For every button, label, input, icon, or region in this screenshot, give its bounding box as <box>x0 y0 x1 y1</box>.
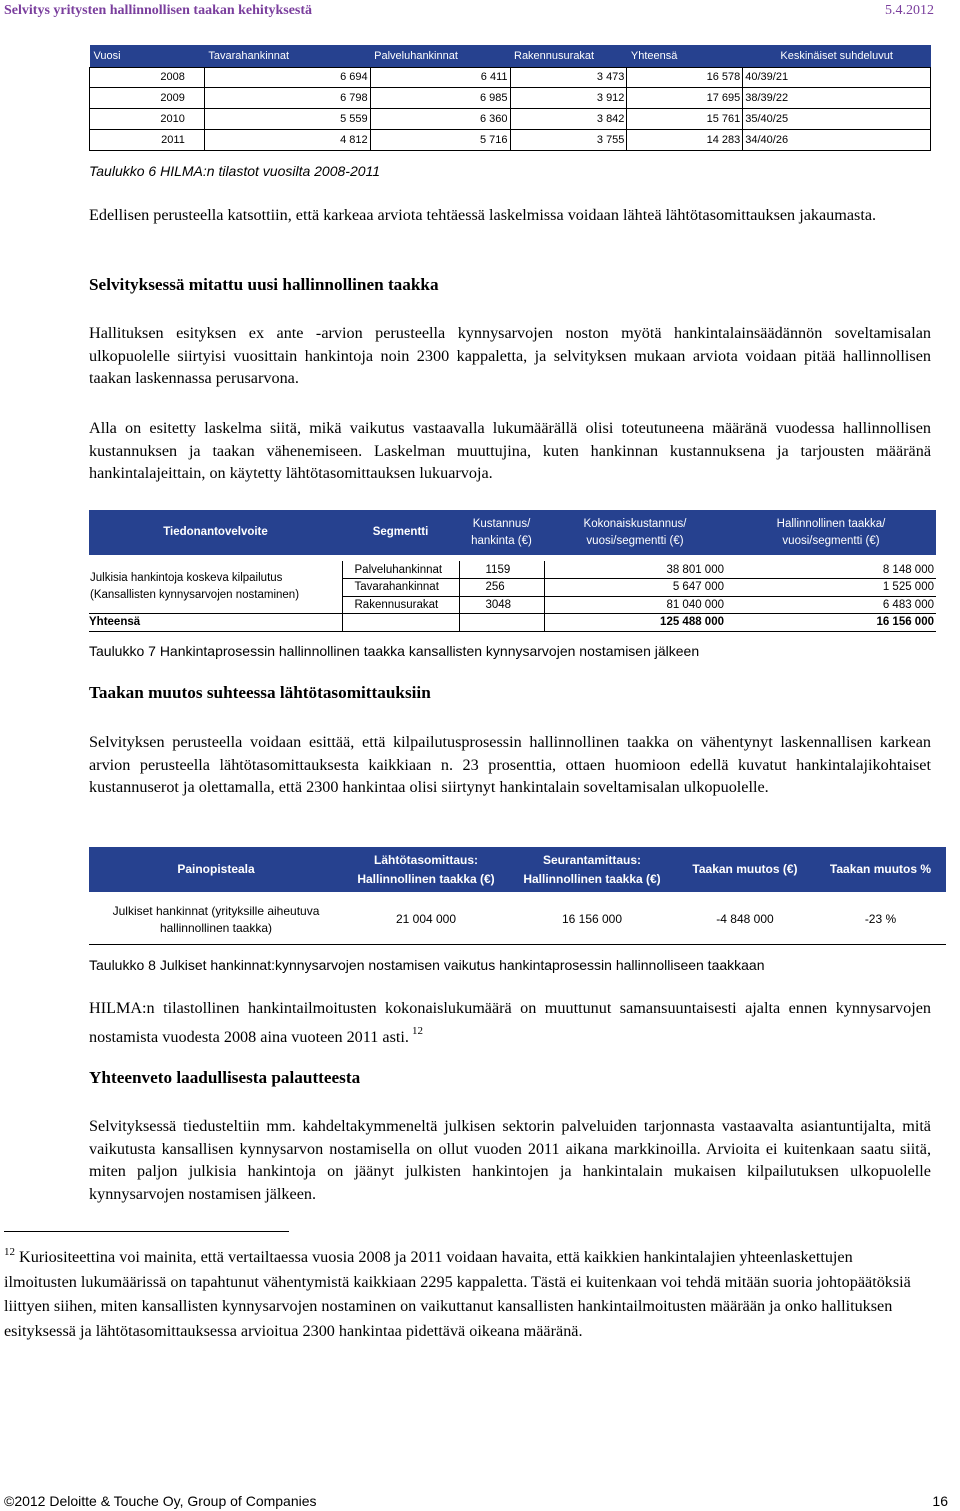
header-line: Hallinnollinen taakka (€) <box>523 871 661 886</box>
header-line: Kustannus/ <box>472 517 531 530</box>
col-header-suhdeluvut: Keskinäiset suhdeluvut <box>743 45 931 67</box>
col-header-palvelu: Palveluhankinnat <box>370 45 510 67</box>
cell-yhteensa: 17 695 <box>627 88 743 109</box>
table3-caption: Taulukko 8 Julkiset hankinnat:kynnysarvojen nostamisen vaikutus hankintaprosessin hallinnolliseen taakkaan <box>89 957 765 973</box>
cell-rakennus: 3 912 <box>510 88 627 109</box>
col-header-vuosi: Vuosi <box>90 45 205 67</box>
col-header-segmentti: Segmentti <box>342 510 459 555</box>
col-header-yhteensa: Yhteensä <box>627 45 743 67</box>
cell-suhdeluvut: 40/39/21 <box>743 67 931 88</box>
cell-suhdeluvut: 34/40/26 <box>743 129 931 150</box>
table-total-row <box>89 614 936 632</box>
cell-lahto: 21 004 000 <box>343 896 509 944</box>
table-header-row <box>90 45 931 67</box>
paragraph-2: Hallituksen esityksen ex ante -arvion perusteella kynnysarvojen noston myötä hankintalainsäädännön soveltamisalan ulkopuolelle siirtyisi vuosittain hankintoja noin 2300 kappaletta, ja selvityksen mukaan arviota voidaan pitää hallinnollisen taakan laskennassa perusarvona. <box>89 324 931 388</box>
cell-palvelu: 6 985 <box>370 88 510 109</box>
cell-cost: 1159 <box>459 561 544 579</box>
footnote-ref: 12 <box>411 1024 423 1037</box>
table-row <box>90 129 931 150</box>
hilma-stats-table <box>89 45 931 151</box>
table-row <box>89 561 936 579</box>
cell-year: 2010 <box>90 109 205 130</box>
page-header <box>0 0 960 22</box>
paragraph-1: Edellisen perusteella katsottiin, että karkeaa arviota tehtäessä laskelmissa voidaan lähteä lähtötasomittauksen jakaumasta. <box>89 206 877 224</box>
col-header-muutos: Taakan muutos (€) <box>675 847 815 892</box>
cell-total-cost: 5 647 000 <box>544 579 726 597</box>
table1-caption: Taulukko 6 HILMA:n tilastot vuosilta 2008-2011 <box>89 163 381 179</box>
table-header-row <box>89 510 936 555</box>
page-number: 16 <box>932 1493 948 1509</box>
cell-segment: Rakennusurakat <box>342 596 459 614</box>
cell-palvelu: 5 716 <box>370 129 510 150</box>
cell-suhdeluvut: 35/40/25 <box>743 109 931 130</box>
cell-yhteensa: 14 283 <box>627 129 743 150</box>
cell-burden: 6 483 000 <box>726 596 936 614</box>
header-line: vuosi/segmentti (€) <box>586 534 684 547</box>
page-footer <box>0 1490 960 1510</box>
col-header-taakka <box>726 510 936 555</box>
cell-suhdeluvut: 38/39/22 <box>743 88 931 109</box>
row-label-line: hallinnollinen taakka) <box>159 920 273 935</box>
paragraph-5-text: HILMA:n tilastollinen hankintailmoitusten kokonaislukumäärä on muuttunut samansuuntaisesti ajalta ennen kynnysarvojen nostamista vuodesta 2008 aina vuoteen 2011 asti. <box>89 999 931 1046</box>
cell-total-label: Yhteensä <box>89 614 342 632</box>
table-row <box>89 896 946 944</box>
header-line: Hallinnollinen taakka/ <box>776 517 886 530</box>
col-header-rakennus: Rakennusurakat <box>510 45 627 67</box>
table-header-row <box>89 847 946 892</box>
col-header-kustannus <box>459 510 544 555</box>
col-header-seuranta <box>509 847 675 892</box>
cell-muutos-pct: -23 % <box>815 896 946 944</box>
cell-tavara: 6 798 <box>204 88 370 109</box>
cell-palvelu: 6 360 <box>370 109 510 130</box>
cell-tavara: 6 694 <box>204 67 370 88</box>
col-header-tiedonanto: Tiedonantovelvoite <box>89 510 342 555</box>
cell-muutos: -4 848 000 <box>675 896 815 944</box>
header-line: Lähtötasomittaus: <box>373 852 478 867</box>
table-row <box>90 67 931 88</box>
footnote-text: Kuriositeettina voi mainita, että vertailtaessa vuosia 2008 ja 2011 voidaan havaita, että kaikkien hankintalajien yhteenlaskettujen ilmoitusten lukumäärissä on tapahtunut vähentymistä kaikkiaan 2295 kappaletta. Tästä ei kuitenkaan voi tehdä mitään suoria johtopäätöksiä liittyen siihen, miten kansallisten kynnysarvojen nostaminen on vaikuttanut kansallisten hankintailmoitusten määrään ja onko hallituksen esityksessä ja lähtötasomittauksessa arvioitua 2300 hankintaa pidettävä oikeana määränä. <box>4 1248 911 1340</box>
cell-yhteensa: 16 578 <box>627 67 743 88</box>
cell-palvelu: 6 411 <box>370 67 510 88</box>
cell-year: 2009 <box>90 88 205 109</box>
section-heading-new-burden: Selvityksessä mitattu uusi hallinnollinen taakka <box>89 275 439 294</box>
header-line: Hallinnollinen taakka (€) <box>357 871 495 886</box>
col-header-lahto <box>343 847 509 892</box>
cell-total-burden: 16 156 000 <box>726 614 936 632</box>
burden-change-table <box>89 847 946 945</box>
obligation-line: Julkisia hankintoja koskeva kilpailutus <box>90 572 283 584</box>
paragraph-6: Selvityksessä tiedusteltiin mm. kahdeltakymmeneltä julkisen sektorin palveluiden tarjonnasta vastaavalta asiantuntijalta, mitä vaikutusta kansallisen kynnysarvon nostamisella on ollut vuoden 2011 aikana markkinoilla. Arvioita ei kuitenkaan saatu siitä, miten paljon julkisia hankintoja on jäänyt julkisten hankintojen ja hankintalain mukaisen kilpailutuksen ulkopuolelle kynnysarvojen nostamisen jälkeen. <box>89 1117 931 1204</box>
col-header-muutos-pct: Taakan muutos % <box>815 847 946 892</box>
col-header-tavara: Tavarahankinnat <box>204 45 370 67</box>
cell-total-sum: 125 488 000 <box>544 614 726 632</box>
document-date: 5.4.2012 <box>885 3 934 18</box>
header-line: Seurantamittaus: <box>542 852 642 867</box>
paragraph-5 <box>89 997 931 1048</box>
section-heading-burden-change: Taakan muutos suhteessa lähtötasomittauksiin <box>89 683 431 702</box>
paragraph-3: Alla on esitetty laskelma siitä, mikä vaikutus vastaavalla lukumäärällä olisi toteutuneena määränä vuodessa hallinnollisen kustannuksen ja taakan vähenemiseen. Laskelman muuttujina, kuten hankinnan kustannuksena ja tarjousten määränä hankintalajeittain, on käytetty lähtötasomittauksen lukuarvoja. <box>89 419 931 483</box>
paragraph-4: Selvityksen perusteella voidaan esittää, että kilpailutusprosessin hallinnollinen taakka on vähentynyt laskennallisen karkean arvion perusteella lähtötasomittauksesta kaikkiaan n. 23 prosenttia, ottaen huomioon edellä kuvatut hankintalajikohtaiset kustannuserot ja olettamalla, että 2300 hankintaa olisi siirtynyt hankintalain soveltamisalan ulkopuolelle. <box>89 733 931 797</box>
cell-rakennus: 3 473 <box>510 67 627 88</box>
cell-burden: 1 525 000 <box>726 579 936 597</box>
cell-tavara: 4 812 <box>204 129 370 150</box>
header-line: vuosi/segmentti (€) <box>782 534 880 547</box>
section-heading-summary: Yhteenveto laadullisesta palautteesta <box>89 1068 361 1087</box>
footnote-number: 12 <box>4 1246 15 1258</box>
cell-empty <box>459 614 544 632</box>
cell-year: 2008 <box>90 67 205 88</box>
cell-seuranta: 16 156 000 <box>509 896 675 944</box>
cell-obligation <box>89 561 342 614</box>
cell-total-cost: 81 040 000 <box>544 596 726 614</box>
cell-cost: 3048 <box>459 596 544 614</box>
cell-yhteensa: 15 761 <box>627 109 743 130</box>
cell-painopiste <box>89 896 343 944</box>
footnote <box>4 1240 914 1343</box>
row-label-line: Julkiset hankinnat (yrityksille aiheutuva <box>112 903 320 918</box>
cell-year: 2011 <box>90 129 205 150</box>
col-header-kokonais <box>544 510 726 555</box>
document-title: Selvitys yritysten hallinnollisen taakan kehityksestä <box>4 3 313 18</box>
header-line: Kokonaiskustannus/ <box>583 517 687 530</box>
cell-cost: 256 <box>459 579 544 597</box>
table-row <box>90 88 931 109</box>
footnote-divider <box>4 1231 289 1232</box>
admin-burden-table <box>89 510 936 632</box>
obligation-line: (Kansallisten kynnysarvojen nostaminen) <box>90 589 300 601</box>
cell-segment: Palveluhankinnat <box>342 561 459 579</box>
cell-burden: 8 148 000 <box>726 561 936 579</box>
header-line: hankinta (€) <box>471 534 532 547</box>
col-header-painopiste: Painopisteala <box>89 847 343 892</box>
cell-segment: Tavarahankinnat <box>342 579 459 597</box>
table2-caption: Taulukko 7 Hankintaprosessin hallinnollinen taakka kansallisten kynnysarvojen nostamisen jälkeen <box>89 643 700 659</box>
cell-rakennus: 3 755 <box>510 129 627 150</box>
table-row <box>90 109 931 130</box>
cell-rakennus: 3 842 <box>510 109 627 130</box>
cell-empty <box>342 614 459 632</box>
cell-tavara: 5 559 <box>204 109 370 130</box>
cell-total-cost: 38 801 000 <box>544 561 726 579</box>
copyright-text: ©2012 Deloitte & Touche Oy, Group of Companies <box>4 1493 317 1509</box>
